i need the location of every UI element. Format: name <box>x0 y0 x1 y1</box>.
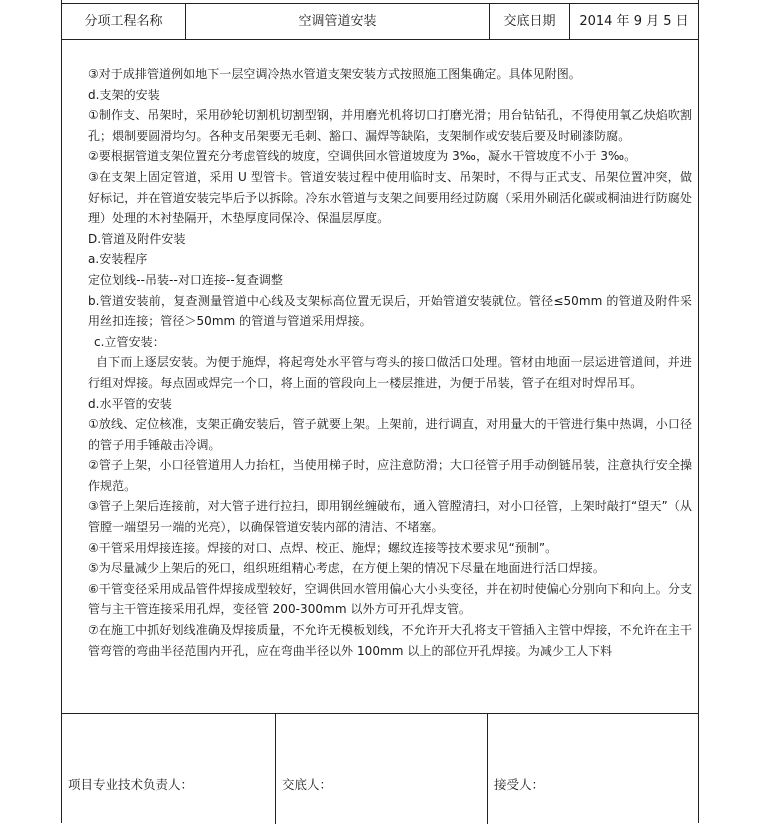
project-name-value: 空调管道安装 <box>186 4 490 39</box>
receiver-cell <box>488 714 698 824</box>
paragraph: a.安装程序 <box>88 252 148 267</box>
paragraph: c.立管安装： <box>94 334 165 349</box>
discloser-label: 交底人： <box>282 777 333 792</box>
project-name-label: 分项工程名称 <box>62 4 186 39</box>
paragraph: ③管子上架后连接前，对大管子进行拉扫，即用钢丝缠破布，通入管膛清扫，对小口径管，上架时敲打“望天”（从管膛一端望另一端的光亮），以确保管道安装内部的清洁、不堵塞。 <box>88 499 692 535</box>
date-value: 2014 年 9 月 5 日 <box>579 14 689 29</box>
paragraph: b.管道安装前，复查测量管道中心线及支架标高位置无误后，开始管道安装就位。管径≤50mm 的管道及附件采用丝扣连接；管径＞50mm 的管道与管道采用焊接。 <box>88 293 692 329</box>
paragraph: d.水平管的安装 <box>88 396 172 411</box>
paragraph: 定位划线--吊装--对口连接--复查调整 <box>88 272 283 287</box>
paragraph: ⑤为尽量减少上架后的死口，组织班组精心考虑，在方便上架的情况下尽量在地面进行活口焊接。 <box>88 561 605 576</box>
tech-lead-cell <box>62 714 276 824</box>
receiver-label: 接受人： <box>494 777 545 792</box>
header-row <box>62 3 698 40</box>
discloser-cell <box>276 714 488 824</box>
paragraph: ③在支架上固定管道，采用 U 型管卡。管道安装过程中使用临时支、吊架时，不得与正式支、吊架位置冲突，做好标记，并在管道安装完毕后予以拆除。冷东水管道与支架之间要用经过防腐（采用外刷活化碳或桐油进行防腐处理）处理的木衬垫隔开，木垫厚度同保冷、保温层厚度。 <box>88 169 692 226</box>
paragraph: ①制作支、吊架时，采用砂轮切割机切割型钢，并用磨光机将切口打磨光滑；用台钻钻孔，不得使用氧乙炔焰吹割孔；煨制要圆滑均匀。各种支吊架要无毛刺、豁口、漏焊等缺陷，支架制作或安装后要及时刷漆防腐。 <box>88 108 692 143</box>
paragraph: 自下而上逐层安装。为便于施焊，将起弯处水平管与弯头的接口做活口处理。管材由地面一层运进管道间，并进行组对焊接。每点固或焊完一个口，将上面的管段向上一楼层推进，为便于吊装，管子在组对时焊吊耳。 <box>88 355 692 390</box>
paragraph: D.管道及附件安装 <box>88 231 186 246</box>
paragraph: ④干管采用焊接连接。焊接的对口、点焊、校正、施焊；螺纹连接等技术要求见“预制”。 <box>88 540 558 555</box>
date-label: 交底日期 <box>490 4 570 39</box>
paragraph: ②管子上架，小口径管道用人力抬杠，当使用梯子时，应注意防滑；大口径管子用手动倒链吊装，注意执行安全操作规范。 <box>88 458 692 493</box>
signature-row <box>62 713 698 823</box>
paragraph: ①放线、定位核准，支架正确安装后，管子就要上架。上架前，进行调直，对用量大的干管进行集中热调，小口径的管子用手锤敲击冷调。 <box>88 417 692 452</box>
paragraph: ⑦在施工中抓好划线准确及焊接质量，不允许无模板划线，不允许开大孔将支干管插入主管中焊接，不允许在主干管弯管的弯曲半径范围内开孔，应在弯曲半径以外 100mm 以上的部位开孔焊接。为减少工人下料 <box>88 623 692 658</box>
paragraph: ③对于成排管道例如地下一层空调冷热水管道支架安装方式按照施工图集确定。具体见附图。 <box>88 67 581 81</box>
content-body <box>62 40 698 713</box>
disclosure-form <box>61 0 699 823</box>
paragraph: ②要根据管道支架位置充分考虑管线的坡度，空调供回水管道坡度为 3‰，凝水干管坡度不小于 3‰。 <box>88 149 637 164</box>
tech-lead-label: 项目专业技术负责人： <box>68 777 194 792</box>
paragraph: d.支架的安装 <box>88 87 160 102</box>
paragraph: ⑥干管变径采用成品管件焊接成型较好，空调供回水管用偏心大小头变径，并在初时使偏心分别向下和向上。分支管与主干管连接采用孔焊，变径管 200-300mm 以外方可开孔焊支管。 <box>88 581 692 617</box>
